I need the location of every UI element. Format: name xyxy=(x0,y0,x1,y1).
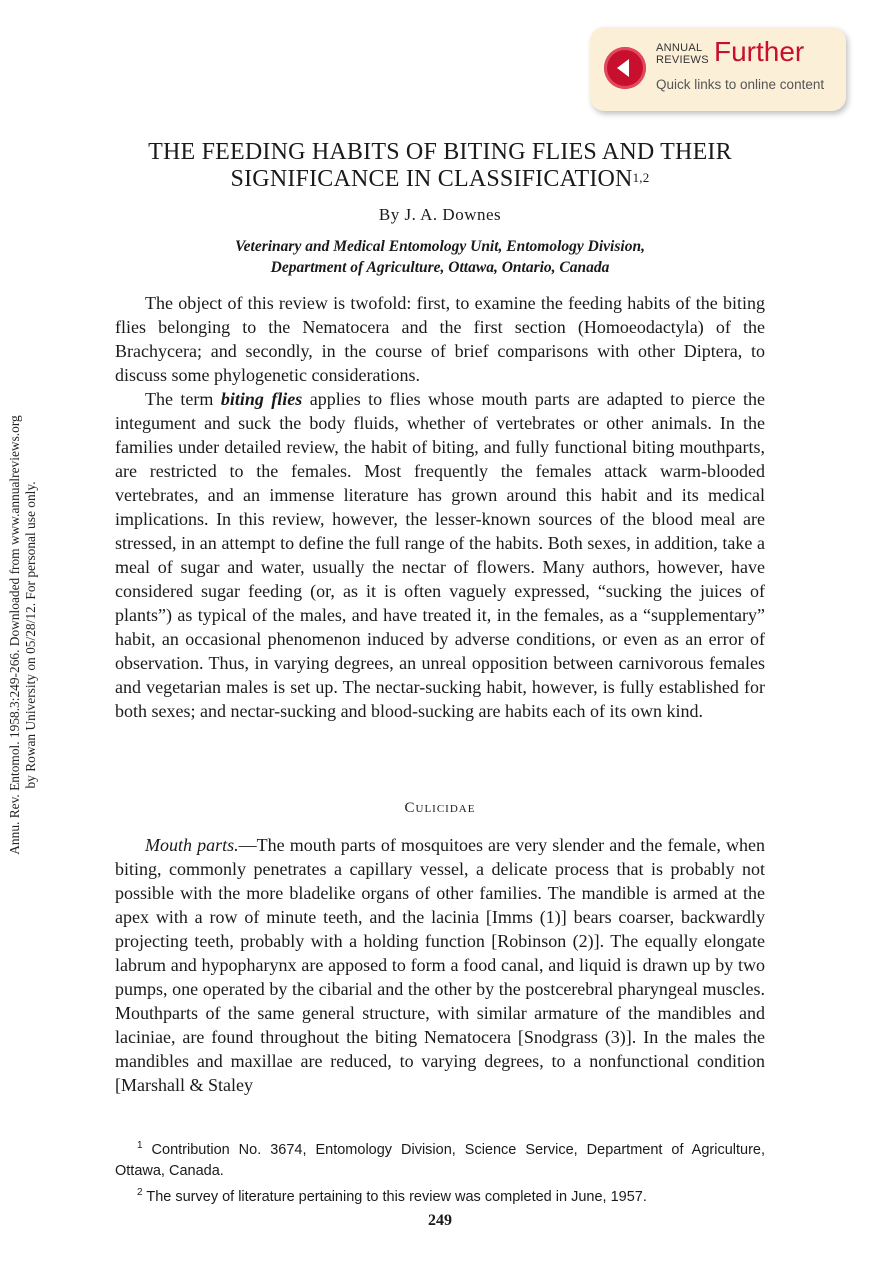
section-paragraph-dash: — xyxy=(238,835,257,855)
author-initials: J. A. xyxy=(404,205,438,224)
side-citation xyxy=(0,0,46,1275)
affiliation xyxy=(110,236,770,278)
page-number: 249 xyxy=(428,1212,452,1229)
annual-label: ANNUAL xyxy=(656,42,703,54)
footnote-2-mark: 2 xyxy=(137,1186,143,1198)
paragraph-2 xyxy=(115,387,765,723)
title-line-2-text: SIGNIFICANCE IN CLASSIFICATION xyxy=(230,166,633,192)
paragraph-1: The object of this review is twofold: first, to examine the feeding habits of the biting flies belonging to the Nematocera and the first section (Homoeodactyla) of the Brachycera; and secondly, in the course of brief comparisons with other Diptera, to discuss some phylogenetic considerations. xyxy=(115,293,765,385)
reviews-label: REVIEWS xyxy=(656,54,709,66)
affiliation-line-2: Department of Agriculture, Ottawa, Ontario, Canada xyxy=(270,259,610,276)
further-badge[interactable] xyxy=(590,27,846,111)
quick-links-label: Quick links to online content xyxy=(656,77,825,92)
article-title xyxy=(110,139,770,193)
section-text xyxy=(115,833,765,1097)
footnote-2-text: The survey of literature pertaining to this review was completed in June, 1957. xyxy=(146,1188,647,1205)
footnote-1 xyxy=(115,1135,765,1182)
side-citation-text xyxy=(7,415,39,854)
author-line xyxy=(110,205,770,225)
side-citation-line-1: Annu. Rev. Entomol. 1958.3:249-266. Downloaded from www.annualreviews.org xyxy=(7,415,22,855)
paragraph-2-rest: applies to flies whose mouth parts are adapted to pierce the integument and suck the body fluids, whether of vertebrates or other animals. In the families under detailed review, the habit of biting, and fully functional biting mouthparts, are restricted to the females. Most frequently the females attack warm-blooded vertebrates, and an immense literature has grown around this habit and its medical implications. In this review, however, the lesser-known sources of the blood meal are stressed, in an attempt to define the full range of the habits. Both sexes, in addition, take a meal of sugar and water, usually the nectar of flowers. Many authors, however, have considered sugar feeding (or, as it is often vaguely expressed, “sucking the juices of plants”) as typical of the males, and have treated it, in the females, as a “supplementary” habit, an occasional phenomenon induced by adverse conditions, or even as an error of observation. Thus, in varying degrees, an unreal opposition between carnivorous females and vegetarian males is set up. The nectar-sucking habit, however, is fully established for both sexes; and nectar-sucking and blood-sucking are habits each of its own kind. xyxy=(115,389,765,721)
title-line-2 xyxy=(110,166,770,193)
footnote-1-mark: 1 xyxy=(137,1140,143,1151)
section-heading: Culicidae xyxy=(404,800,476,816)
affiliation-line-1: Veterinary and Medical Entomology Unit, Entomology Division, xyxy=(235,238,645,255)
annual-reviews-label xyxy=(656,42,709,66)
intro-text xyxy=(115,291,765,723)
further-label: Further xyxy=(714,36,805,67)
paragraph-2-start: The term xyxy=(145,389,221,409)
paragraph-2-term: biting flies xyxy=(220,389,303,409)
side-citation-line-2: by Rowan University on 05/28/12. For personal use only. xyxy=(23,481,38,789)
section-paragraph-text: The mouth parts of mosquitoes are very slender and the female, when biting, commonly penetrates a capillary vessel, a delicate process that is probably not possible with the more bladelike organs of other families. The mandible is armed at the apex with a row of minute teeth, and the lacinia [Imms (1)] bears coarser, backwardly projecting teeth, probably with a holding function [Robinson (2)]. The equally elongate labrum and hypopharynx are apposed to form a food canal, and liquid is drawn up by two pumps, one operated by the cibarial and the other by the postcerebral pharyngeal muscles. Mouthparts of the same general structure, with similar armature of the mandibles and laciniae, are found throughout the biting Nematocera [Snodgrass (3)]. In the males the mandibles and maxillae are reduced, to varying degrees, to a nonfunctional condition [Marshall & Staley xyxy=(115,835,765,1095)
footnote-1-text: Contribution No. 3674, Entomology Division, Science Service, Department of Agriculture, Ottawa, Canada. xyxy=(115,1141,765,1179)
back-arrow-icon[interactable] xyxy=(604,47,646,89)
section-paragraph xyxy=(115,833,765,1097)
title-footnote-marks: 1,2 xyxy=(632,170,650,185)
section-paragraph-lead: Mouth parts. xyxy=(145,835,239,855)
author-surname: Downes xyxy=(442,205,502,224)
footnotes xyxy=(115,1135,765,1208)
footnote-2 xyxy=(115,1182,765,1208)
author-by: By xyxy=(378,205,400,224)
title-line-1: THE FEEDING HABITS OF BITING FLIES AND THEIR xyxy=(148,139,732,165)
